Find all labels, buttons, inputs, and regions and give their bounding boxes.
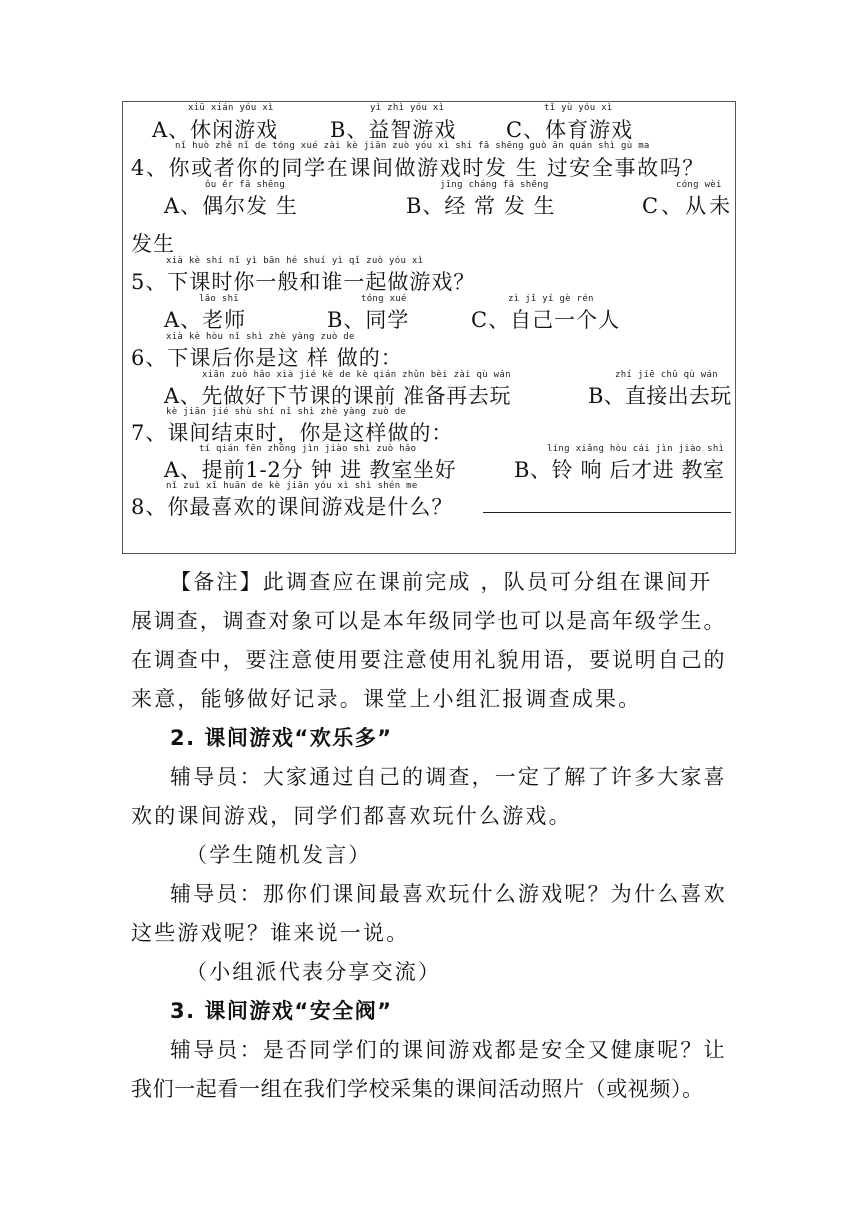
q4-option-c: C、从未 <box>642 194 734 218</box>
q5-option-b-pinyin: tóng xué <box>361 294 407 304</box>
note-line-1: 【备注】此调查应在课前完成 ，队员可分组在课间开 <box>170 570 713 594</box>
q4-pinyin: nǐ huò zhě nǐ de tóng xué zài kè jiān zuò yóu xì shí fā shēng guò ān quán shì gù ma <box>175 141 650 151</box>
paragraph-4: （小组派代表分享交流） <box>186 960 442 984</box>
q4-option-a-pinyin: ǒu ěr fā shēng <box>205 180 286 190</box>
q5-option-a-pinyin: lǎo shī <box>199 294 240 304</box>
q4-option-b: B、经 常 发 生 <box>406 194 556 218</box>
q6-option-a: A、先做好下节课的课前 准备再去玩 <box>164 384 512 408</box>
q3-option-a-pinyin: xiū xián yóu xì <box>188 103 274 113</box>
q6-option-a-pinyin: xiān zuò hǎo xià jié kè de kè qián zhǔn bèi zài qù wán <box>202 370 511 380</box>
q4-question: 4、你或者你的同学在课间做游戏时发 生 过安全事故吗？ <box>131 156 705 180</box>
paragraph-1-line-1: 辅导员：大家通过自己的调查，一定了解了许多大家喜 <box>170 765 727 789</box>
q4-option-b-pinyin: jīng cháng fā shēng <box>440 180 549 190</box>
q3-option-c: C、体育游戏 <box>506 118 634 142</box>
note-line-3: 在调查中，要注意使用要注意使用礼貌用语，要说明自己的 <box>131 648 727 672</box>
q7-option-a: A、提前1-2分 钟 进 教室坐好 <box>164 458 457 482</box>
q3-option-b-pinyin: yì zhì yóu xì <box>370 103 445 113</box>
q5-option-a: A、老师 <box>164 308 247 332</box>
q8-pinyin: nǐ zuì xǐ huān de kè jiān yóu xì shì shén me <box>166 481 418 491</box>
q4-option-a: A、偶尔发 生 <box>164 194 298 218</box>
q8-answer-line[interactable] <box>483 512 731 513</box>
paragraph-5-line-1: 辅导员：是否同学们的课间游戏都是安全又健康呢？让 <box>170 1038 727 1062</box>
q5-pinyin: xià kè shí nǐ yì bān hé shuí yì qǐ zuò yóu xì <box>166 256 424 266</box>
q4-option-c-wrap: 发生 <box>131 232 175 256</box>
q3-option-c-pinyin: tǐ yù yóu xì <box>544 103 613 113</box>
q7-option-b: B、铃 响 后才进 教室 <box>514 458 725 482</box>
q6-pinyin: xià kè hòu nǐ shì zhè yàng zuò de <box>166 332 355 342</box>
q5-option-b: B、同学 <box>327 308 410 332</box>
paragraph-5-line-2: 我们一起看一组在我们学校采集的课间活动照片（或视频）。 <box>131 1077 704 1101</box>
q6-option-b: B、直接出去玩 <box>588 384 732 408</box>
q3-option-a: A、休闲游戏 <box>152 118 279 142</box>
q3-option-b: B、益智游戏 <box>330 118 457 142</box>
q4-option-c-pinyin: cóng wèi <box>676 180 722 190</box>
q7-option-a-pinyin: tí qián fēn zhōng jìn jiào shì zuò hǎo <box>199 444 417 454</box>
q8-question: 8、你最喜欢的课间游戏是什么？ <box>131 495 454 519</box>
q5-option-c: C、自己一个人 <box>471 308 621 332</box>
section-heading-3: 3. 课间游戏“安全阀” <box>170 999 393 1023</box>
q6-option-b-pinyin: zhí jiē chū qù wán <box>615 370 718 380</box>
paragraph-3-line-2: 这些游戏呢？谁来说一说。 <box>131 921 410 945</box>
q5-option-c-pinyin: zì jǐ yí gè rén <box>508 294 594 304</box>
section-heading-2: 2. 课间游戏“欢乐多” <box>170 726 393 750</box>
paragraph-2: （学生随机发言） <box>186 843 372 867</box>
note-line-4: 来意，能够做好记录。课堂上小组汇报调查成果。 <box>131 687 642 711</box>
q6-question: 6、下课后你是这 样 做的： <box>131 346 403 370</box>
paragraph-3-line-1: 辅导员：那你们课间最喜欢玩什么游戏呢？为什么喜欢 <box>170 882 727 906</box>
note-line-2: 展调查，调查对象可以是本年级同学也可以是高年级学生。 <box>131 609 727 633</box>
q5-question: 5、下课时你一般和谁一起做游戏？ <box>131 270 476 294</box>
q7-pinyin: kè jiān jié shù shí nǐ shì zhè yàng zuò de <box>166 407 407 417</box>
q7-question: 7、课间结束时，你是这样做的： <box>131 421 454 445</box>
q7-option-b-pinyin: líng xiǎng hòu cái jìn jiào shì <box>547 444 725 454</box>
paragraph-1-line-2: 欢的课间游戏，同学们都喜欢玩什么游戏。 <box>131 804 572 828</box>
